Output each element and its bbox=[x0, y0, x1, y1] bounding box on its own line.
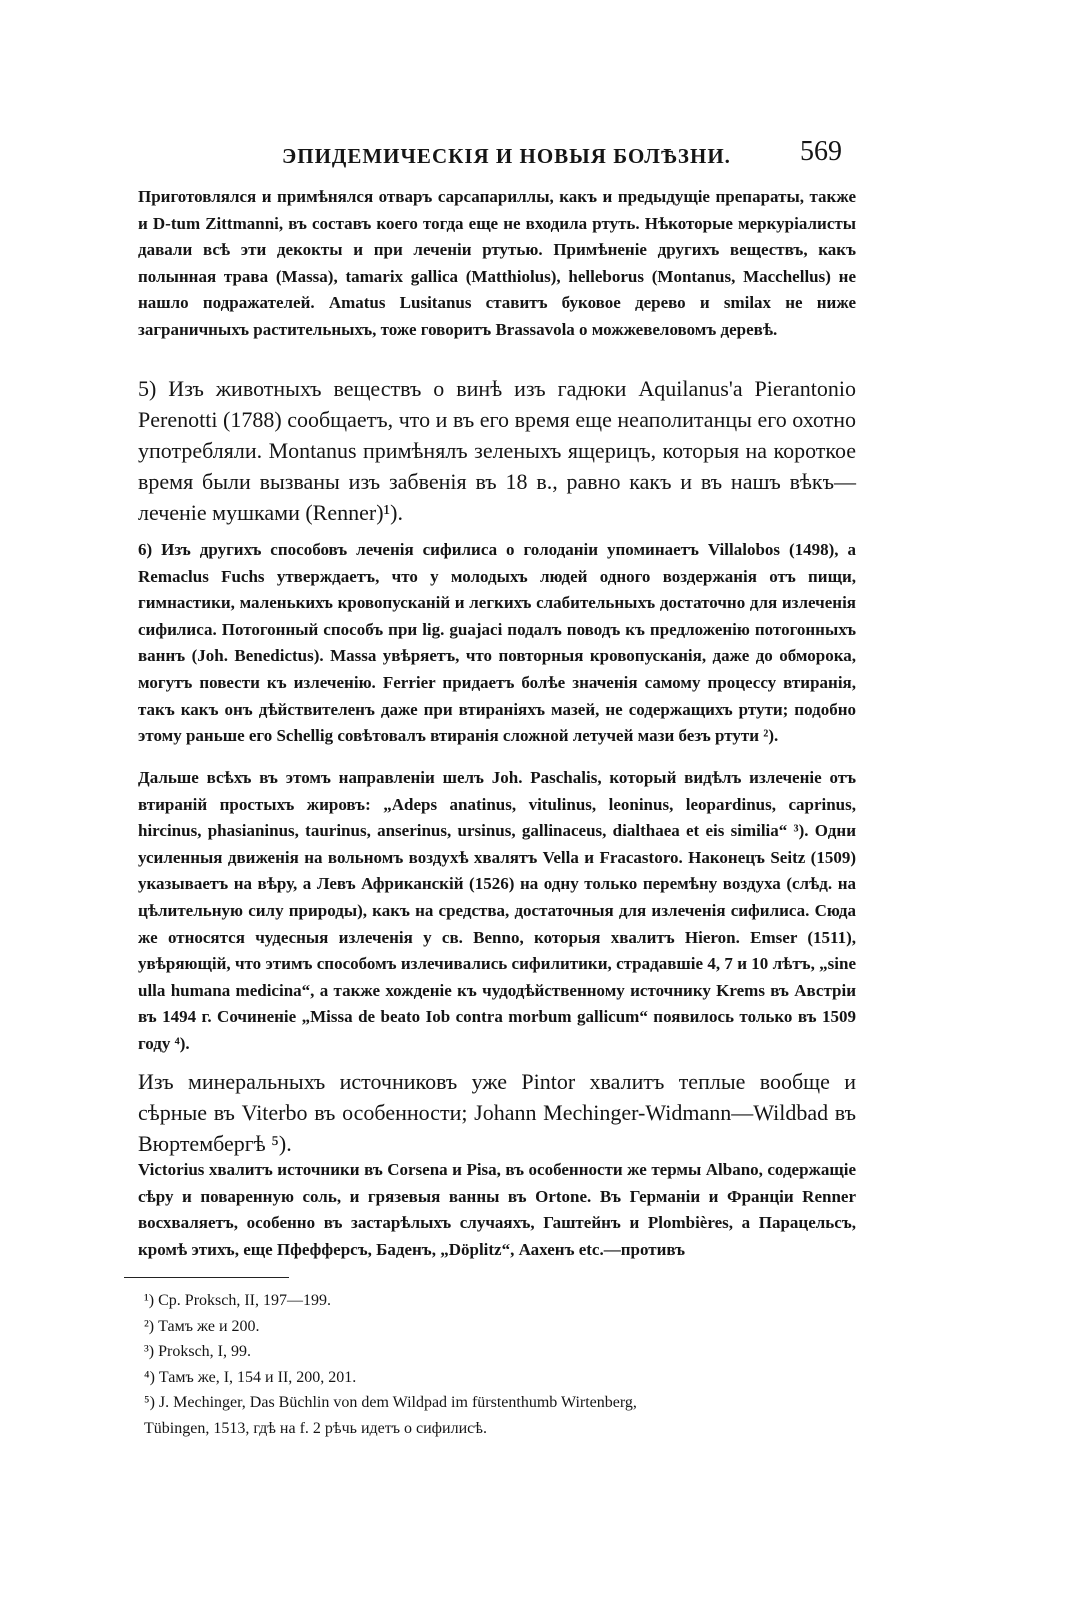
paragraph-other-methods: 6) Изъ другихъ способовъ леченія сифилиса о голоданіи упоминаетъ Villalobos (1498), a Remaclus Fuchs утверждаетъ, что у молодыхъ людей одного воздержанія отъ пищи, гимнастики, маленькихъ кровопусканій и легкихъ слабительныхъ достаточно для излеченія сифилиса. Потогонный способъ при lig. guajaci подалъ поводъ къ предложенію потогонныхъ ваннъ (Joh. Benedictus). Massa увѣряетъ, что повторныя кровопусканія, даже до обморока, могутъ повести къ излеченію. Ferrier придаетъ болѣе значенія самому процессу втиранія, такъ какъ онъ дѣйствителенъ даже при втираніяхъ мазей, не содержащихъ ртути; подобно этому раньше его Schellig совѣтовалъ втиранія сложной летучей мази безъ ртути ²). bbox=[138, 540, 856, 746]
paragraph-mineral-springs: Изъ минеральныхъ источниковъ уже Pintor хвалитъ теплые вообще и сѣрные въ Viterbo въ особенности; Johann Mechinger-Widmann—Wildbad въ Вюртембергѣ ⁵). bbox=[138, 1069, 856, 1156]
footnotes bbox=[144, 1288, 856, 1441]
header-title: ЭПИДЕМИЧЕСКІЯ И НОВЫЯ БОЛѢЗНИ. bbox=[282, 144, 731, 168]
paragraph-paschalis: Дальше всѣхъ въ этомъ направленіи шелъ Joh. Paschalis, который видѣлъ излеченіе отъ втираній простыхъ жировъ: „Adeps anatinus, vitulinus, leoninus, leopardinus, caprinus, hircinus, phasianinus, taurinus, anserinus, ursinus, gallinaceus, dialthaea et eis similia“ ³). Одни усиленныя движенія на вольномъ воздухѣ хвалятъ Vella и Fracastoro. Наконецъ Seitz (1509) указываетъ на вѣру, а Левъ Африканскій (1526) на одну только перемѣну воздуха (слѣд. на цѣлительную силу природы), какъ на средства, достаточныя для излеченія сифилиса. Сюда же относятся чудесныя излеченія у св. Benno, которыя хвалитъ Hieron. Emser (1511), увѣряющій, что этимъ способомъ излечивались сифилитики, страдавшіе 4, 7 и 10 лѣтъ, „sine ulla humana medicina“, а также хожденіе къ чудодѣйственному источнику Krems въ Австріи въ 1494 г. Сочиненіе „Missa de beato Iob contra morbum gallicum“ появилось только въ 1509 году ⁴). bbox=[138, 768, 856, 1053]
footnote: ³) Proksch, I, 99. bbox=[144, 1343, 252, 1360]
footnote-divider bbox=[124, 1277, 289, 1278]
paragraph-sarsaparilla: Приготовлялся и примѣнялся отваръ сарсапариллы, какъ и предыдущіе препараты, также и D-tum Zittmanni, въ составъ коего тогда еще не входила ртуть. Нѣкоторые меркуріалисты давали всѣ эти декокты и при леченіи ртутью. Примѣненіе другихъ веществъ, какъ полынная трава (Massa), tamarix gallica (Matthiolus), helleborus (Montanus, Macchellus) не нашло подражателей. Amatus Lusitanus ставитъ буковое дерево и smilax не ниже заграничныхъ растительныхъ, тоже говоритъ Brassavola о можжевеловомъ деревѣ. bbox=[138, 187, 856, 339]
running-header bbox=[0, 132, 1076, 176]
footnote: ²) Тамъ же и 200. bbox=[144, 1317, 260, 1335]
paragraph-animal-substances: 5) Изъ животныхъ веществъ о винѣ изъ гадюки Aquilanus'a Pierantonio Perenotti (1788) сообщаетъ, что и въ его время еще неаполитанцы его охотно употребляли. Montanus примѣнялъ зеленыхъ ящерицъ, которыя на короткое время были вызваны изъ забвенія въ 18 в., равно какъ и въ нашъ вѣкъ—леченіе мушками (Renner)¹). bbox=[138, 376, 856, 525]
page-number: 569 bbox=[800, 136, 842, 167]
footnote: ¹) Ср. Proksch, II, 197—199. bbox=[144, 1292, 332, 1309]
footnote-continuation: Tübingen, 1513, гдѣ на f. 2 рѣчь идетъ о сифилисѣ. bbox=[144, 1419, 487, 1437]
footnote: ⁵) J. Mechinger, Das Büchlin von dem Wildpad im fürstenthumb Wirtenberg, bbox=[144, 1394, 637, 1411]
paragraph-victorius: Victorius хвалитъ источники въ Corsena и Pisa, въ особенности же термы Albano, содержащіе сѣру и поваренную соль, и грязевыя ванны въ Ortone. Въ Германіи и Франціи Renner восхваляетъ, особенно въ застарѣлыхъ случаяхъ, Гаштейнъ и Plombières, а Парацельсъ, кромѣ этихъ, еще Пфефферсъ, Баденъ, „Döplitz“, Аахенъ etc.—противъ bbox=[138, 1160, 856, 1259]
footnote: ⁴) Тамъ же, I, 154 и II, 200, 201. bbox=[144, 1368, 357, 1386]
